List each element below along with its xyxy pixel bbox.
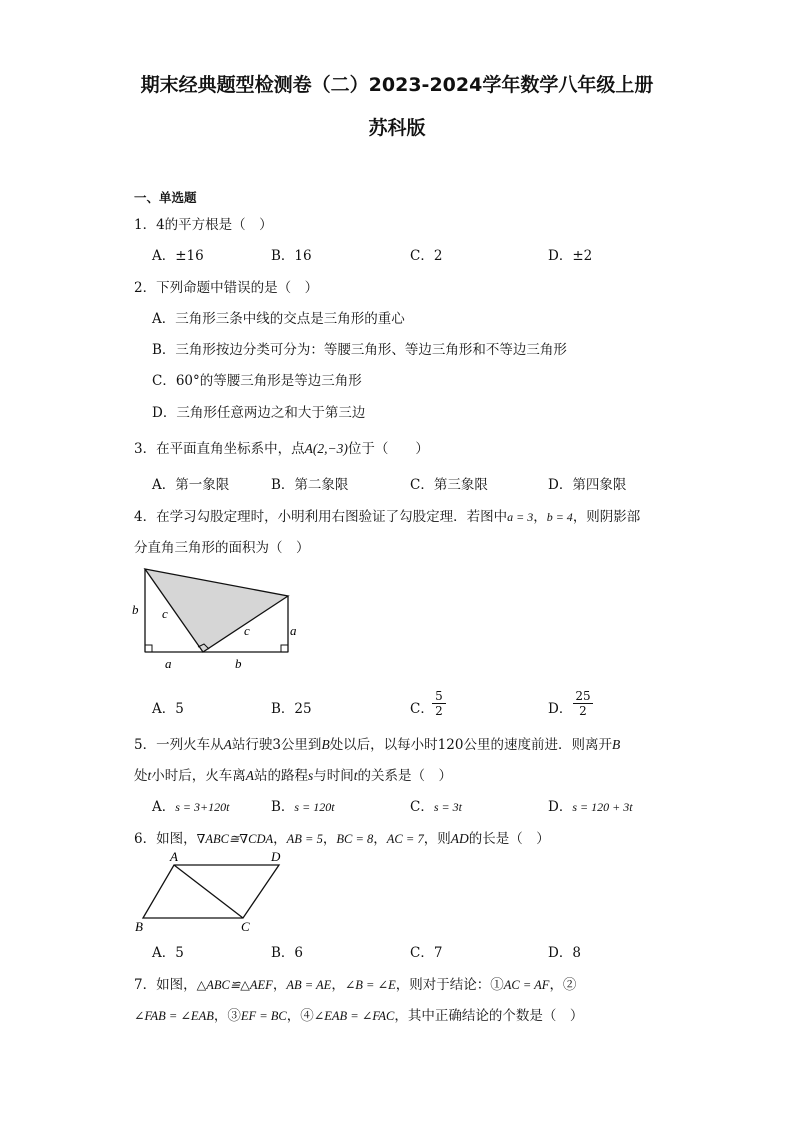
q4-label-a-bottom: a <box>165 656 172 671</box>
q5-option-a-prefix: A． <box>152 799 176 815</box>
q7-l1-seg-1: △ABC≌△AEF <box>196 978 273 992</box>
q5-text-8: 的关系是（ ） <box>357 768 453 784</box>
q5-option-b-prefix: B． <box>271 799 295 815</box>
q5-var-s: s <box>308 768 314 783</box>
q2-option-b: B．三角形按边分类可分为：等腰三角形、等边三角形和不等边三角形 <box>152 342 567 358</box>
q4-stem-post: ，则阴影部 <box>572 509 641 525</box>
question-7-stem-line1 <box>134 973 576 993</box>
q5-text-5: 小时后，火车离 <box>151 768 246 784</box>
q7-l2-seg-1: ，③ <box>213 1008 241 1024</box>
q7-l1-seg-5: ∠B = ∠E <box>344 978 396 992</box>
q5-text-1: 5．一列火车从 <box>134 737 224 753</box>
q5-option-c <box>410 795 462 815</box>
q6-option-c: C．7 <box>410 945 443 961</box>
q6-label-b: B <box>135 919 143 934</box>
q4-right-angle-right <box>281 645 288 652</box>
q7-l1-seg-6: ，则对于结论：① <box>395 977 504 993</box>
q7-l2-seg-0: ∠FAB = ∠EAB <box>134 1009 214 1023</box>
q4-option-a: A．5 <box>152 701 184 717</box>
q5-option-a-expr: s = 3+120t <box>175 800 230 814</box>
q5-option-c-prefix: C． <box>410 799 434 815</box>
q4-math-a: a = 3 <box>507 510 534 524</box>
q7-l2-seg-2: EF = BC <box>240 1009 287 1023</box>
q1-option-c: C．2 <box>410 248 443 264</box>
q6-text-2: 的长是（ ） <box>468 831 550 847</box>
q4-option-d-fraction <box>573 689 593 718</box>
q6-option-a: A．5 <box>152 945 184 961</box>
q3-point-expression: A(2,−3) <box>304 441 348 456</box>
q5-text-6: 站的路程 <box>254 768 309 784</box>
question-2-stem: 2．下列命题中错误的是（ ） <box>134 280 319 296</box>
q4-label-a-right: a <box>290 623 297 638</box>
q5-var-a2: A <box>245 768 255 783</box>
q1-option-a: A．±16 <box>152 248 204 264</box>
q6-sep-3: ， <box>373 831 387 847</box>
q7-l1-seg-2: ， <box>272 977 287 993</box>
q6-diagonal-ac <box>174 865 243 918</box>
q4-label-b-left: b <box>132 602 139 617</box>
q3-option-a: A．第一象限 <box>152 477 230 493</box>
page-title-line2: 苏科版 <box>368 117 426 139</box>
q5-var-t2: t <box>353 768 358 783</box>
q6-ab: AB = 5 <box>286 832 323 846</box>
q6-ac: AC = 7 <box>386 832 424 846</box>
q4-label-c-left: c <box>162 606 168 621</box>
q3-option-b: B．第二象限 <box>271 477 349 493</box>
q6-congruence: ∇ABC≅∇CDA <box>196 832 274 846</box>
q5-text-3: 处以后，以每小时120公里的速度前进．则离开 <box>329 737 612 753</box>
q5-var-b2: B <box>611 737 621 752</box>
q5-option-c-expr: s = 3t <box>433 800 462 814</box>
question-6-stem <box>134 827 550 847</box>
q5-option-b <box>271 795 335 815</box>
q4-math-b: b = 4 <box>546 510 573 524</box>
q5-option-d <box>548 795 633 815</box>
q7-l2-seg-3: ，④ <box>286 1008 314 1024</box>
q4-trapezoid-figure <box>125 560 305 675</box>
q1-option-b: B．16 <box>271 248 312 264</box>
q4-stem-pre: 4．在学习勾股定理时，小明利用右图验证了勾股定理．若图中 <box>134 509 508 525</box>
q4-option-b: B．25 <box>271 701 312 717</box>
q5-option-b-expr: s = 120t <box>294 800 335 814</box>
q1-option-d: D．±2 <box>548 248 593 264</box>
q2-option-d: D．三角形任意两边之和大于第三边 <box>152 405 366 421</box>
q7-l1-seg-7: AC = AF <box>503 978 550 992</box>
q5-text-2: 站行驶3公里到 <box>231 737 322 753</box>
question-5-stem-line2 <box>134 764 452 784</box>
q6-bc: BC = 8 <box>336 832 374 846</box>
q7-l1-seg-0: 7．如图， <box>134 977 197 993</box>
q3-stem-pre: 3．在平面直角坐标系中，点 <box>134 441 305 457</box>
q5-var-b: B <box>321 737 330 752</box>
q6-label-d: D <box>271 849 281 864</box>
q5-text-4: 处 <box>134 768 148 784</box>
q3-option-c: C．第三象限 <box>410 477 488 493</box>
q6-sep-1: ， <box>273 831 287 847</box>
q6-parallelogram <box>143 865 279 918</box>
q5-var-a: A <box>223 737 232 752</box>
q5-option-d-expr: s = 120 + 3t <box>572 800 633 814</box>
q2-option-a: A．三角形三条中线的交点是三角形的重心 <box>152 311 405 327</box>
question-3-stem <box>134 437 429 457</box>
q6-parallelogram-figure <box>130 848 295 936</box>
q4-label-c-right: c <box>244 623 250 638</box>
q7-l1-seg-3: AB = AE <box>286 978 332 992</box>
q7-l1-seg-4: ， <box>331 977 345 993</box>
q6-option-b: B．6 <box>271 945 304 961</box>
q4-stem-sep: ， <box>533 509 547 525</box>
question-4-stem-line2: 分直角三角形的面积为（ ） <box>134 540 310 556</box>
q7-l2-seg-4: ∠EAB = ∠FAC <box>313 1009 395 1023</box>
q5-text-7: 与时间 <box>313 768 354 784</box>
q4-option-c-denominator: 2 <box>432 703 446 718</box>
q6-text-1: 6．如图， <box>134 831 197 847</box>
q6-sep-4: ，则 <box>423 831 451 847</box>
section-heading: 一、单选题 <box>134 190 197 205</box>
q7-l1-seg-8: ，② <box>549 977 577 993</box>
q4-option-d-prefix: D． <box>548 701 573 717</box>
q4-option-c-fraction <box>432 689 446 718</box>
q4-option-d-numerator: 25 <box>575 689 591 703</box>
q5-option-a <box>152 795 229 815</box>
question-5-stem-line1 <box>134 733 620 753</box>
q4-option-d-denominator: 2 <box>573 703 593 718</box>
q4-right-angle-left <box>145 645 152 652</box>
q6-ad: AD <box>450 831 469 846</box>
q3-stem-post: 位于（ ） <box>347 441 429 457</box>
q6-label-c: C <box>241 919 250 934</box>
q6-sep-2: ， <box>322 831 337 847</box>
q5-option-d-prefix: D． <box>548 799 573 815</box>
q6-option-d: D．8 <box>548 945 581 961</box>
q2-option-c: C．60°的等腰三角形是等边三角形 <box>152 373 362 389</box>
question-4-stem-line1 <box>134 505 640 525</box>
q7-l2-seg-5: ，其中正确结论的个数是（ ） <box>394 1008 584 1024</box>
q4-option-c-numerator: 5 <box>435 689 443 703</box>
q4-option-c-prefix: C． <box>410 701 434 717</box>
q5-var-t: t <box>147 768 152 783</box>
q6-label-a: A <box>170 849 178 864</box>
q4-label-b-bottom: b <box>235 656 242 671</box>
q3-option-d: D．第四象限 <box>548 477 627 493</box>
question-1-stem: 1．4的平方根是（ ） <box>134 217 273 233</box>
page-title-line1: 期末经典题型检测卷（二）2023-2024学年数学八年级上册 <box>140 74 654 96</box>
question-7-stem-line2 <box>134 1004 583 1024</box>
